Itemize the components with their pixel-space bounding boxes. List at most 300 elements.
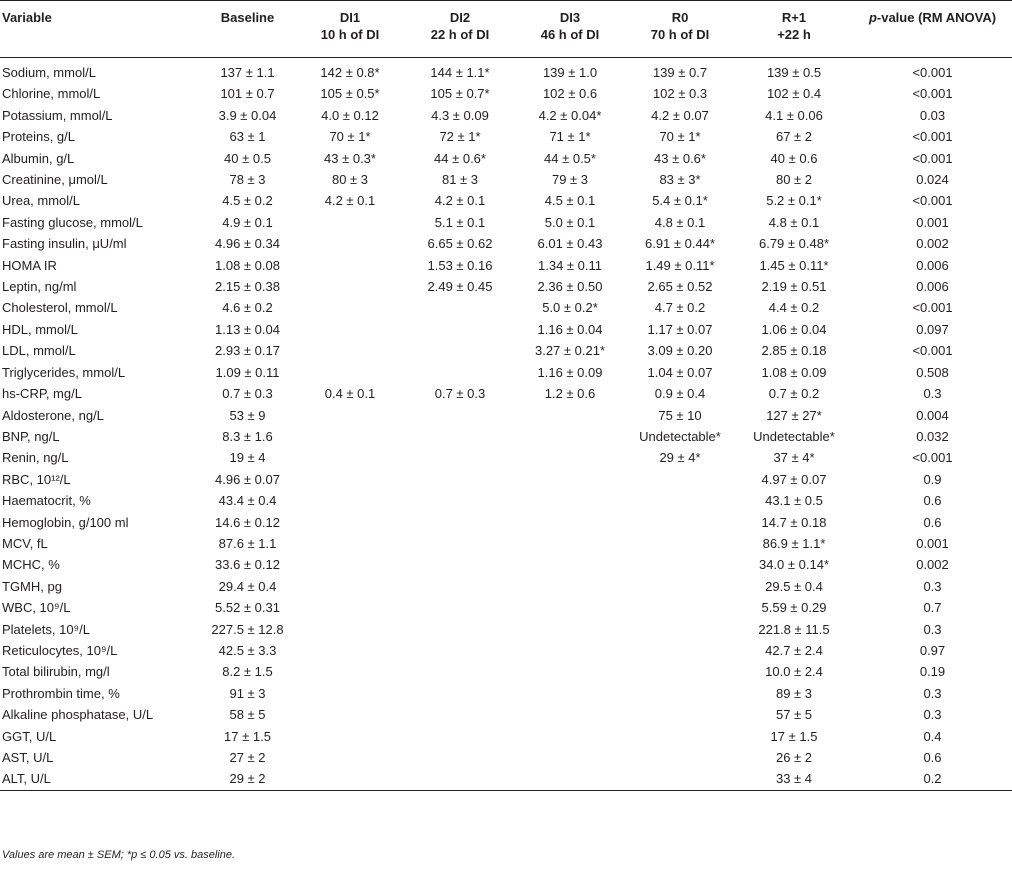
value-cell: 5.52 ± 0.31 [215, 600, 280, 616]
value-cell [515, 683, 625, 704]
header-di1: DI1 10 h of DI [320, 10, 380, 42]
value-cell: 4.2 ± 0.04* [538, 107, 602, 123]
value-cell: 0.6 [923, 493, 942, 509]
value-cell: 0.3 [923, 386, 942, 402]
value-cell: <0.001 [912, 150, 953, 166]
value-cell: 44 ± 0.5* [544, 150, 596, 166]
table-row [0, 340, 1012, 361]
value-cell: 14.6 ± 0.12 [215, 514, 280, 530]
value-cell: 78 ± 3 [229, 172, 266, 188]
value-cell [405, 597, 515, 618]
value-cell: 19 ± 4 [229, 450, 266, 466]
variable-cell: Reticulocytes, 10⁹/L [2, 642, 118, 658]
value-cell: <0.001 [912, 300, 953, 316]
variable-cell: Aldosterone, ng/L [2, 407, 104, 423]
value-cell [295, 554, 405, 575]
table-row [0, 362, 1012, 383]
value-cell: 43.1 ± 0.5 [765, 493, 823, 509]
value-cell: <0.001 [912, 65, 953, 80]
value-cell [515, 704, 625, 725]
value-cell [295, 447, 405, 468]
table-row [0, 276, 1012, 297]
value-cell: 2.19 ± 0.51 [761, 279, 827, 295]
variable-cell: TGMH, pg [2, 578, 62, 594]
value-cell: 58 ± 5 [229, 707, 266, 723]
value-cell [625, 768, 735, 790]
value-cell: 5.0 ± 0.1 [544, 214, 596, 230]
table-row [0, 597, 1012, 618]
value-cell: 83 ± 3* [659, 172, 701, 188]
table-row [0, 405, 1012, 426]
value-cell [405, 683, 515, 704]
variable-cell: Alkaline phosphatase, U/L [2, 707, 154, 723]
variable-cell: GGT, U/L [2, 728, 57, 744]
value-cell [515, 554, 625, 575]
variable-cell: Haematocrit, % [2, 493, 91, 509]
value-cell: 1.06 ± 0.04 [761, 321, 827, 337]
value-cell [515, 597, 625, 618]
variable-cell: Creatinine, μmol/L [2, 172, 108, 188]
value-cell [625, 726, 735, 747]
table-row [0, 212, 1012, 233]
value-cell: 34.0 ± 0.14* [758, 557, 830, 573]
value-cell: 139 ± 1.0 [542, 65, 598, 80]
value-cell: 33.6 ± 0.12 [215, 557, 280, 573]
table-body [0, 58, 1012, 791]
value-cell [405, 726, 515, 747]
value-cell: 127 ± 27* [766, 407, 822, 423]
value-cell [295, 683, 405, 704]
value-cell: 1.08 ± 0.08 [215, 257, 280, 273]
value-cell: <0.001 [912, 193, 953, 209]
value-cell [405, 768, 515, 790]
value-cell: 14.7 ± 0.18 [761, 514, 827, 530]
value-cell: 0.3 [923, 685, 942, 701]
value-cell: 0.9 ± 0.4 [654, 386, 706, 402]
variable-cell: Total bilirubin, mg/l [2, 664, 110, 680]
value-cell [625, 554, 735, 575]
value-cell [515, 426, 625, 447]
value-cell [515, 533, 625, 554]
value-cell: 87.6 ± 1.1 [218, 535, 277, 551]
value-cell: 1.17 ± 0.07 [647, 321, 713, 337]
value-cell [515, 747, 625, 768]
value-cell: 29.4 ± 0.4 [218, 578, 277, 594]
value-cell: 4.1 ± 0.06 [765, 107, 823, 123]
value-cell: 0.4 [923, 728, 942, 744]
value-cell: 3.9 ± 0.04 [218, 107, 277, 123]
variable-cell: Albumin, g/L [2, 150, 75, 166]
value-cell [405, 362, 515, 383]
value-cell [295, 619, 405, 640]
value-cell: 4.6 ± 0.2 [222, 300, 273, 316]
table-row [0, 297, 1012, 318]
variable-cell: Leptin, ng/ml [2, 279, 77, 295]
variable-cell: Cholesterol, mmol/L [2, 300, 118, 316]
value-cell: 0.006 [916, 257, 949, 273]
value-cell: 0.002 [916, 236, 949, 252]
table-row [0, 469, 1012, 490]
value-cell [405, 319, 515, 340]
value-cell [295, 512, 405, 533]
value-cell: 81 ± 3 [441, 172, 479, 188]
value-cell [295, 469, 405, 490]
table-row [0, 83, 1012, 104]
variable-cell: AST, U/L [2, 750, 54, 765]
variable-cell: WBC, 10⁹/L [2, 600, 71, 616]
header-di3: DI3 46 h of DI [540, 10, 600, 42]
value-cell: 2.65 ± 0.52 [647, 279, 713, 295]
header-variable: Variable [2, 10, 52, 25]
value-cell [295, 340, 405, 361]
value-cell: 0.7 ± 0.3 [434, 386, 486, 402]
value-cell: 79 ± 3 [551, 172, 589, 188]
value-cell: 0.97 [919, 642, 946, 658]
value-cell: 40 ± 0.5 [224, 150, 271, 166]
value-cell: 17 ± 1.5 [770, 728, 818, 744]
value-cell [515, 447, 625, 468]
table-row [0, 58, 1012, 84]
variable-cell: Fasting glucose, mmol/L [2, 214, 143, 230]
table-row [0, 726, 1012, 747]
value-cell: 57 ± 5 [775, 707, 813, 723]
value-cell: 29 ± 4* [659, 450, 701, 466]
table-row [0, 640, 1012, 661]
value-cell: 221.8 ± 11.5 [758, 621, 830, 637]
value-cell [515, 619, 625, 640]
value-cell: 6.79 ± 0.48* [758, 236, 830, 252]
value-cell: 4.2 ± 0.1 [324, 193, 376, 209]
table-row [0, 190, 1012, 211]
value-cell: 42.7 ± 2.4 [765, 642, 823, 658]
value-cell: 4.8 ± 0.1 [768, 214, 820, 230]
value-cell: 2.36 ± 0.50 [537, 279, 603, 295]
value-cell: 43.4 ± 0.4 [218, 493, 277, 509]
value-cell: 0.024 [916, 172, 949, 188]
value-cell: 139 ± 0.7 [652, 65, 708, 80]
value-cell [295, 212, 405, 233]
value-cell: 1.45 ± 0.11* [759, 257, 829, 273]
value-cell: 0.001 [916, 535, 949, 551]
value-cell [405, 447, 515, 468]
value-cell: <0.001 [912, 450, 953, 466]
value-cell: 71 ± 1* [549, 129, 591, 145]
value-cell [295, 768, 405, 790]
value-cell: 8.2 ± 1.5 [222, 664, 273, 680]
value-cell: 43 ± 0.3* [324, 150, 376, 166]
value-cell: 105 ± 0.5* [320, 86, 380, 102]
value-cell: 5.2 ± 0.1* [766, 193, 822, 209]
value-cell [625, 747, 735, 768]
value-cell: 26 ± 2 [775, 750, 813, 765]
value-cell: 75 ± 10 [658, 407, 702, 423]
value-cell: 1.13 ± 0.04 [215, 321, 280, 337]
variable-cell: RBC, 10¹²/L [2, 471, 71, 487]
value-cell: 0.032 [916, 428, 949, 444]
table-row [0, 169, 1012, 190]
value-cell [515, 469, 625, 490]
header-baseline: Baseline [220, 10, 275, 25]
value-cell: 0.19 [919, 664, 946, 680]
value-cell: 0.097 [916, 321, 949, 337]
value-cell: 0.7 [923, 600, 942, 616]
variable-cell: Fasting insulin, μU/ml [2, 236, 127, 252]
variable-cell: Prothrombin time, % [2, 685, 120, 701]
value-cell [515, 640, 625, 661]
value-cell: 4.5 ± 0.2 [222, 193, 273, 209]
value-cell [295, 747, 405, 768]
header-r1: R+1 +22 h [777, 10, 811, 42]
value-cell: 4.3 ± 0.09 [431, 107, 489, 123]
value-cell: 0.7 ± 0.3 [222, 386, 273, 402]
value-cell: 0.6 [923, 514, 942, 530]
variable-cell: Potassium, mmol/L [2, 107, 113, 123]
value-cell: 139 ± 0.5 [766, 65, 822, 80]
value-cell: 10.0 ± 2.4 [765, 664, 823, 680]
value-cell [405, 619, 515, 640]
value-cell: 63 ± 1 [229, 129, 266, 145]
value-cell: 2.93 ± 0.17 [215, 343, 280, 359]
value-cell: 0.3 [923, 707, 942, 723]
value-cell [295, 597, 405, 618]
header-di2: DI2 22 h of DI [430, 10, 490, 42]
table-row [0, 426, 1012, 447]
value-cell [405, 340, 515, 361]
value-cell: 4.9 ± 0.1 [222, 214, 273, 230]
value-cell: 1.04 ± 0.07 [647, 364, 713, 380]
value-cell: 5.1 ± 0.1 [434, 214, 486, 230]
value-cell [515, 726, 625, 747]
value-cell [405, 704, 515, 725]
value-cell: 89 ± 3 [775, 685, 813, 701]
value-cell [295, 319, 405, 340]
value-cell: 27 ± 2 [229, 750, 266, 765]
value-cell: 4.2 ± 0.1 [434, 193, 486, 209]
value-cell [625, 683, 735, 704]
value-cell: 1.16 ± 0.09 [537, 364, 603, 380]
value-cell: 6.65 ± 0.62 [427, 236, 493, 252]
value-cell: 5.59 ± 0.29 [761, 600, 827, 616]
variable-cell: HDL, mmol/L [2, 321, 78, 337]
value-cell: 0.508 [916, 364, 949, 380]
value-cell [625, 512, 735, 533]
value-cell: 2.49 ± 0.45 [427, 279, 493, 295]
header-p-value [853, 1, 1012, 58]
table-footnote: Values are mean ± SEM; *p ≤ 0.05 vs. baseline. [2, 849, 236, 861]
value-cell [625, 576, 735, 597]
table-row [0, 255, 1012, 276]
value-cell [295, 297, 405, 318]
value-cell [295, 255, 405, 276]
value-cell: 17 ± 1.5 [224, 728, 271, 744]
value-cell: 0.001 [916, 214, 949, 230]
value-cell: <0.001 [912, 129, 953, 145]
variable-cell: Renin, ng/L [2, 450, 69, 466]
value-cell [625, 640, 735, 661]
variable-cell: Platelets, 10⁹/L [2, 621, 90, 637]
table-row [0, 512, 1012, 533]
value-cell: 0.3 [923, 621, 942, 637]
variable-cell: Proteins, g/L [2, 129, 75, 145]
value-cell [295, 405, 405, 426]
value-cell: 6.91 ± 0.44* [644, 236, 716, 252]
value-cell [515, 512, 625, 533]
value-cell: 0.7 ± 0.2 [768, 386, 820, 402]
value-cell: 0.2 [923, 771, 942, 787]
value-cell: 4.2 ± 0.07 [651, 107, 709, 123]
value-cell [295, 576, 405, 597]
value-cell [405, 533, 515, 554]
variable-cell: Triglycerides, mmol/L [2, 364, 126, 380]
table-row [0, 233, 1012, 254]
value-cell: 142 ± 0.8* [320, 65, 380, 80]
value-cell [625, 469, 735, 490]
value-cell: 102 ± 0.4 [766, 86, 822, 102]
table-row [0, 383, 1012, 404]
value-cell: 0.006 [916, 279, 949, 295]
table-row [0, 447, 1012, 468]
value-cell [625, 490, 735, 511]
value-cell: 53 ± 9 [229, 407, 266, 423]
value-cell: 29.5 ± 0.4 [765, 578, 823, 594]
value-cell: 0.4 ± 0.1 [324, 386, 376, 402]
variable-cell: Chlorine, mmol/L [2, 86, 101, 102]
value-cell [625, 597, 735, 618]
table-row [0, 105, 1012, 126]
table-row [0, 704, 1012, 725]
value-cell: 4.5 ± 0.1 [544, 193, 596, 209]
value-cell: 0.03 [919, 107, 946, 123]
value-cell: 29 ± 2 [229, 771, 266, 787]
value-cell [625, 619, 735, 640]
table-row [0, 148, 1012, 169]
value-cell: 4.96 ± 0.34 [215, 236, 280, 252]
value-cell: 5.4 ± 0.1* [652, 193, 708, 209]
value-cell: 33 ± 4 [775, 771, 813, 787]
table-row [0, 747, 1012, 768]
value-cell: 37 ± 4* [773, 450, 815, 466]
value-cell: 227.5 ± 12.8 [211, 621, 284, 637]
value-cell: 44 ± 0.6* [434, 150, 486, 166]
value-cell: Undetectable* [639, 428, 721, 444]
value-cell: 2.15 ± 0.38 [215, 279, 280, 295]
value-cell [405, 297, 515, 318]
value-cell [405, 640, 515, 661]
table-header [0, 1, 1012, 58]
value-cell [515, 490, 625, 511]
value-cell: 3.09 ± 0.20 [647, 343, 713, 359]
value-cell: 144 ± 1.1* [430, 65, 490, 80]
value-cell: <0.001 [912, 86, 953, 102]
table-row [0, 554, 1012, 575]
variable-cell: MCV, fL [2, 535, 48, 551]
table-row [0, 661, 1012, 682]
value-cell [515, 661, 625, 682]
value-cell: 3.27 ± 0.21* [534, 343, 606, 359]
value-cell: 1.53 ± 0.16 [427, 257, 493, 273]
variable-cell: Sodium, mmol/L [2, 65, 96, 80]
variable-cell: ALT, U/L [2, 771, 51, 787]
value-cell: 42.5 ± 3.3 [218, 642, 277, 658]
value-cell [515, 405, 625, 426]
value-cell: 0.004 [916, 407, 949, 423]
variable-cell: BNP, ng/L [2, 428, 60, 444]
variable-cell: Urea, mmol/L [2, 193, 81, 209]
value-cell: 0.9 [923, 471, 942, 487]
value-cell: 1.49 ± 0.11* [645, 257, 715, 273]
table-row [0, 619, 1012, 640]
table-row [0, 576, 1012, 597]
value-cell [625, 661, 735, 682]
value-cell [295, 533, 405, 554]
value-cell: 0.6 [923, 750, 942, 765]
table-row [0, 533, 1012, 554]
value-cell: 101 ± 0.7 [220, 86, 275, 102]
variable-cell: LDL, mmol/L [2, 343, 76, 359]
table-row [0, 319, 1012, 340]
value-cell: 8.3 ± 1.6 [222, 428, 273, 444]
value-cell: 0.002 [916, 557, 949, 573]
value-cell [295, 726, 405, 747]
value-cell: 80 ± 2 [775, 172, 813, 188]
header-r0: R0 70 h of DI [650, 10, 710, 42]
value-cell: 1.09 ± 0.11 [215, 364, 280, 380]
value-cell: Undetectable* [753, 428, 835, 444]
value-cell [405, 512, 515, 533]
value-cell: 5.0 ± 0.2* [542, 300, 598, 316]
value-cell: 70 ± 1* [659, 129, 701, 145]
value-cell: 70 ± 1* [329, 129, 371, 145]
value-cell [405, 426, 515, 447]
value-cell [295, 490, 405, 511]
value-cell: 137 ± 1.1 [220, 65, 275, 80]
table-row [0, 683, 1012, 704]
value-cell: 4.0 ± 0.12 [321, 107, 379, 123]
value-cell: 4.96 ± 0.07 [215, 471, 280, 487]
value-cell: <0.001 [912, 343, 953, 359]
value-cell: 86.9 ± 1.1* [762, 535, 826, 551]
value-cell: 91 ± 3 [229, 685, 266, 701]
value-cell: 72 ± 1* [439, 129, 481, 145]
value-cell [405, 661, 515, 682]
variable-cell: MCHC, % [2, 557, 60, 573]
value-cell [295, 276, 405, 297]
value-cell [515, 768, 625, 790]
value-cell [405, 469, 515, 490]
value-cell: 102 ± 0.6 [542, 86, 598, 102]
value-cell [405, 554, 515, 575]
value-cell: 1.08 ± 0.09 [761, 364, 827, 380]
value-cell [295, 704, 405, 725]
table-row [0, 490, 1012, 511]
value-cell: 0.3 [923, 578, 942, 594]
value-cell [295, 233, 405, 254]
value-cell: 4.4 ± 0.2 [768, 300, 820, 316]
variable-cell: Hemoglobin, g/100 ml [2, 514, 129, 530]
value-cell: 105 ± 0.7* [430, 86, 490, 102]
value-cell [295, 362, 405, 383]
value-cell: 6.01 ± 0.43 [537, 236, 603, 252]
value-cell [295, 661, 405, 682]
value-cell [405, 747, 515, 768]
value-cell [405, 405, 515, 426]
value-cell: 4.7 ± 0.2 [654, 300, 706, 316]
value-cell [625, 704, 735, 725]
value-cell [405, 490, 515, 511]
table-row [0, 126, 1012, 147]
value-cell: 67 ± 2 [775, 129, 813, 145]
table-row [0, 768, 1012, 790]
